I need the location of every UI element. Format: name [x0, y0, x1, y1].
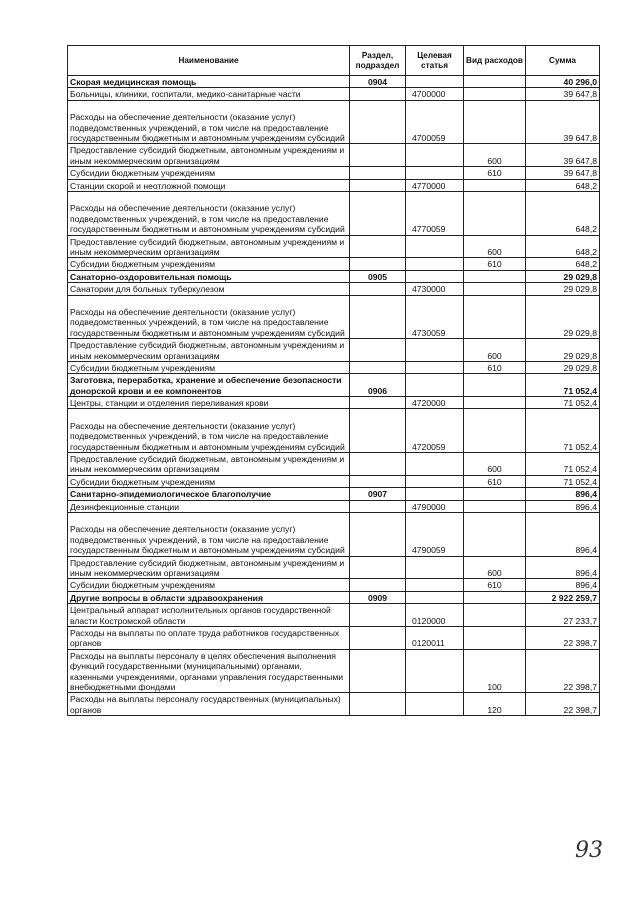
cell-name: Заготовка, переработка, хранение и обеспечение безопасности донорской крови и ее компонентов — [68, 374, 350, 397]
table-row — [68, 191, 600, 235]
cell-target: 4720059 — [406, 409, 464, 453]
cell-section — [350, 693, 406, 716]
cell-name: Санитарно-эпидемиологическое благополучие — [68, 488, 350, 500]
cell-kind — [464, 591, 526, 603]
header-kind: Вид расходов — [464, 46, 526, 76]
cell-kind: 610 — [464, 361, 526, 373]
table-row — [68, 179, 600, 191]
cell-sum: 2 922 259,7 — [526, 591, 600, 603]
cell-target: 4790059 — [406, 513, 464, 557]
cell-kind — [464, 179, 526, 191]
cell-sum: 40 296,0 — [526, 76, 600, 88]
cell-sum: 71 052,4 — [526, 374, 600, 397]
page-number: 93 — [575, 838, 603, 863]
cell-target — [406, 361, 464, 373]
cell-sum: 22 398,7 — [526, 649, 600, 693]
cell-name: Больницы, клиники, госпитали, медико-санитарные части — [68, 88, 350, 100]
table-row — [68, 579, 600, 591]
cell-target — [406, 235, 464, 258]
cell-sum: 648,2 — [526, 179, 600, 191]
cell-kind — [464, 488, 526, 500]
cell-target: 4700000 — [406, 88, 464, 100]
cell-kind — [464, 627, 526, 650]
cell-section — [350, 409, 406, 453]
table-row — [68, 475, 600, 487]
table-row — [68, 295, 600, 339]
cell-target — [406, 475, 464, 487]
cell-name: Расходы на обеспечение деятельности (оказание услуг) подведомственных учреждений, в том числе на предоставление государственным бюджетным и автономным учреждениям субсидий — [68, 191, 350, 235]
cell-sum: 39 647,8 — [526, 144, 600, 167]
cell-name: Дезинфекционные станции — [68, 500, 350, 512]
cell-target — [406, 76, 464, 88]
cell-name: Субсидии бюджетным учреждениям — [68, 361, 350, 373]
cell-target — [406, 167, 464, 179]
table-row — [68, 270, 600, 282]
cell-name: Санаторно-оздоровительная помощь — [68, 270, 350, 282]
cell-name: Предоставление субсидий бюджетным, автономным учреждениям и иным некоммерческим организациям — [68, 144, 350, 167]
cell-kind: 600 — [464, 235, 526, 258]
cell-section — [350, 397, 406, 409]
cell-target: 4730000 — [406, 283, 464, 295]
table-row — [68, 556, 600, 579]
cell-target: 4770000 — [406, 179, 464, 191]
cell-section — [350, 361, 406, 373]
cell-section — [350, 167, 406, 179]
cell-target — [406, 488, 464, 500]
cell-sum: 71 052,4 — [526, 475, 600, 487]
cell-name: Расходы на выплаты по оплате труда работников государственных органов — [68, 627, 350, 650]
cell-name: Субсидии бюджетным учреждениям — [68, 475, 350, 487]
cell-kind — [464, 295, 526, 339]
cell-sum: 648,2 — [526, 191, 600, 235]
cell-kind — [464, 374, 526, 397]
cell-name: Станции скорой и неотложной помощи — [68, 179, 350, 191]
cell-section — [350, 579, 406, 591]
cell-name: Субсидии бюджетным учреждениям — [68, 579, 350, 591]
cell-target: 0120000 — [406, 604, 464, 627]
cell-target: 4700059 — [406, 100, 464, 144]
cell-section — [350, 144, 406, 167]
table-row — [68, 88, 600, 100]
cell-sum: 71 052,4 — [526, 397, 600, 409]
cell-sum: 29 029,8 — [526, 361, 600, 373]
cell-section — [350, 295, 406, 339]
cell-kind: 610 — [464, 579, 526, 591]
table-row — [68, 627, 600, 650]
cell-kind — [464, 283, 526, 295]
cell-kind: 610 — [464, 258, 526, 270]
cell-section — [350, 179, 406, 191]
cell-name: Предоставление субсидий бюджетным, автономным учреждениям и иным некоммерческим организациям — [68, 453, 350, 476]
header-sum: Сумма — [526, 46, 600, 76]
cell-sum: 29 029,8 — [526, 270, 600, 282]
cell-section — [350, 513, 406, 557]
cell-name: Предоставление субсидий бюджетным, автономным учреждениям и иным некоммерческим организациям — [68, 235, 350, 258]
table-row — [68, 144, 600, 167]
cell-section: 0904 — [350, 76, 406, 88]
cell-name: Предоставление субсидий бюджетным, автономным учреждениям и иным некоммерческим организациям — [68, 339, 350, 362]
table-row — [68, 453, 600, 476]
cell-section: 0905 — [350, 270, 406, 282]
budget-table — [67, 45, 600, 716]
cell-kind — [464, 500, 526, 512]
cell-target — [406, 556, 464, 579]
cell-name: Расходы на обеспечение деятельности (оказание услуг) подведомственных учреждений, в том числе на предоставление государственным бюджетным и автономным учреждениям субсидий — [68, 100, 350, 144]
cell-name: Расходы на обеспечение деятельности (оказание услуг) подведомственных учреждений, в том числе на предоставление государственным бюджетным и автономным учреждениям субсидий — [68, 409, 350, 453]
cell-section — [350, 339, 406, 362]
header-name: Наименование — [68, 46, 350, 76]
cell-kind — [464, 397, 526, 409]
cell-sum: 648,2 — [526, 235, 600, 258]
table-row — [68, 591, 600, 603]
cell-name: Скорая медицинская помощь — [68, 76, 350, 88]
cell-sum: 896,4 — [526, 488, 600, 500]
cell-sum: 29 029,8 — [526, 339, 600, 362]
cell-kind — [464, 513, 526, 557]
cell-sum: 39 647,8 — [526, 100, 600, 144]
cell-name: Субсидии бюджетным учреждениям — [68, 258, 350, 270]
table-row — [68, 374, 600, 397]
cell-target — [406, 144, 464, 167]
cell-target — [406, 649, 464, 693]
cell-sum: 39 647,8 — [526, 167, 600, 179]
cell-section: 0909 — [350, 591, 406, 603]
cell-sum: 896,4 — [526, 556, 600, 579]
cell-section — [350, 556, 406, 579]
cell-target — [406, 339, 464, 362]
cell-name: Центральный аппарат исполнительных органов государственной власти Костромской области — [68, 604, 350, 627]
table-row — [68, 100, 600, 144]
cell-sum: 39 647,8 — [526, 88, 600, 100]
table-row — [68, 76, 600, 88]
cell-section — [350, 235, 406, 258]
cell-kind — [464, 100, 526, 144]
cell-target — [406, 270, 464, 282]
cell-target — [406, 591, 464, 603]
table-row — [68, 649, 600, 693]
cell-sum: 896,4 — [526, 500, 600, 512]
cell-name: Центры, станции и отделения переливания крови — [68, 397, 350, 409]
cell-section — [350, 500, 406, 512]
table-row — [68, 167, 600, 179]
cell-sum: 71 052,4 — [526, 453, 600, 476]
cell-sum: 896,4 — [526, 513, 600, 557]
cell-target — [406, 453, 464, 476]
cell-sum: 648,2 — [526, 258, 600, 270]
cell-section — [350, 283, 406, 295]
cell-sum: 27 233,7 — [526, 604, 600, 627]
cell-sum: 71 052,4 — [526, 409, 600, 453]
cell-sum: 22 398,7 — [526, 693, 600, 716]
cell-section — [350, 191, 406, 235]
cell-name: Санатории для больных туберкулезом — [68, 283, 350, 295]
cell-section: 0907 — [350, 488, 406, 500]
cell-kind: 600 — [464, 556, 526, 579]
cell-target: 4770059 — [406, 191, 464, 235]
cell-kind — [464, 604, 526, 627]
cell-sum: 22 398,7 — [526, 627, 600, 650]
cell-kind — [464, 409, 526, 453]
table-row — [68, 409, 600, 453]
cell-name: Расходы на обеспечение деятельности (оказание услуг) подведомственных учреждений, в том числе на предоставление государственным бюджетным и автономным учреждениям субсидий — [68, 513, 350, 557]
cell-target — [406, 258, 464, 270]
table-row — [68, 258, 600, 270]
cell-kind: 100 — [464, 649, 526, 693]
cell-target: 4720000 — [406, 397, 464, 409]
cell-name: Предоставление субсидий бюджетным, автономным учреждениям и иным некоммерческим организациям — [68, 556, 350, 579]
cell-name: Расходы на выплаты персоналу в целях обеспечения выполнения функций государственными (муниципальными) органами, казенными учреждениями, органами управления государственными внебюджетными фондами — [68, 649, 350, 693]
table-row — [68, 604, 600, 627]
cell-target — [406, 693, 464, 716]
cell-target: 4790000 — [406, 500, 464, 512]
cell-name: Другие вопросы в области здравоохранения — [68, 591, 350, 603]
cell-name: Расходы на выплаты персоналу государственных (муниципальных) органов — [68, 693, 350, 716]
table-row — [68, 397, 600, 409]
table-row — [68, 693, 600, 716]
cell-name: Расходы на обеспечение деятельности (оказание услуг) подведомственных учреждений, в том числе на предоставление государственным бюджетным и автономным учреждениям субсидий — [68, 295, 350, 339]
table-row — [68, 488, 600, 500]
cell-kind — [464, 88, 526, 100]
cell-target: 0120011 — [406, 627, 464, 650]
cell-target — [406, 374, 464, 397]
cell-kind — [464, 191, 526, 235]
table-row — [68, 235, 600, 258]
cell-kind: 600 — [464, 339, 526, 362]
cell-section — [350, 88, 406, 100]
cell-section — [350, 475, 406, 487]
table-row — [68, 283, 600, 295]
header-target: Целевая статья — [406, 46, 464, 76]
cell-kind — [464, 76, 526, 88]
cell-name: Субсидии бюджетным учреждениям — [68, 167, 350, 179]
cell-section — [350, 100, 406, 144]
cell-kind: 600 — [464, 144, 526, 167]
table-row — [68, 500, 600, 512]
cell-kind: 120 — [464, 693, 526, 716]
cell-section — [350, 649, 406, 693]
cell-section — [350, 627, 406, 650]
cell-target — [406, 579, 464, 591]
table-row — [68, 361, 600, 373]
table-header-row — [68, 46, 600, 76]
cell-kind: 610 — [464, 167, 526, 179]
header-section: Раздел, подраздел — [350, 46, 406, 76]
cell-target: 4730059 — [406, 295, 464, 339]
table-body — [68, 76, 600, 716]
table-row — [68, 339, 600, 362]
cell-kind: 610 — [464, 475, 526, 487]
cell-sum: 29 029,8 — [526, 295, 600, 339]
cell-kind: 600 — [464, 453, 526, 476]
cell-kind — [464, 270, 526, 282]
cell-section: 0906 — [350, 374, 406, 397]
cell-section — [350, 604, 406, 627]
cell-sum: 29 029,8 — [526, 283, 600, 295]
cell-sum: 896,4 — [526, 579, 600, 591]
cell-section — [350, 258, 406, 270]
cell-section — [350, 453, 406, 476]
table-row — [68, 513, 600, 557]
